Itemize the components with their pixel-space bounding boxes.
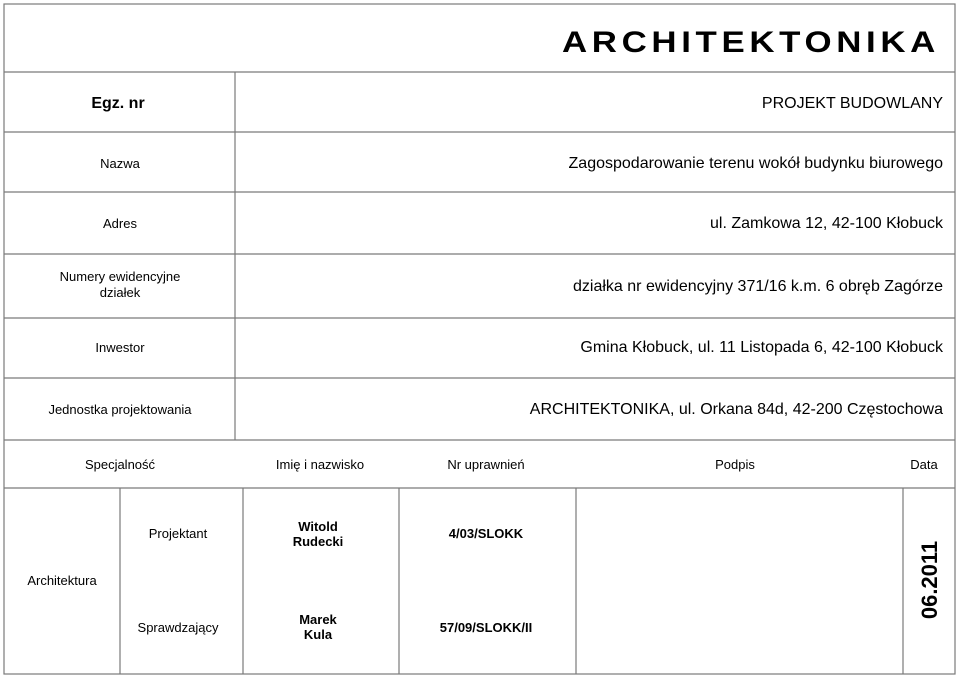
project-type: PROJEKT BUDOWLANY: [761, 95, 943, 112]
projektant-name-line1: Witold: [298, 519, 338, 534]
role-sprawdzajacy: Sprawdzający: [137, 620, 219, 635]
projektant-license: 4/03/SLOKK: [448, 526, 524, 541]
header-data: Data: [910, 457, 938, 472]
projektant-name-line2: Rudecki: [292, 534, 344, 549]
sprawdzajacy-name-line2: Kula: [303, 627, 333, 642]
sprawdzajacy-license: 57/09/SLOKK/II: [439, 620, 533, 635]
nazwa-value: Zagospodarowanie terenu wokół budynku biurowego: [568, 155, 943, 172]
role-projektant: Projektant: [148, 526, 208, 541]
numery-label-line2: działek: [99, 285, 141, 300]
sprawdzajacy-name-line1: Marek: [299, 612, 337, 627]
jednostka-label: Jednostka projektowania: [48, 402, 192, 417]
header-imie-nazwisko: Imię i nazwisko: [275, 457, 365, 472]
date-value: 06.2011: [917, 540, 942, 620]
architektonika-logo: ARCHITEKTONIKA: [562, 26, 940, 59]
egz-nr-label: Egz. nr: [91, 95, 145, 112]
header-podpis: Podpis: [715, 457, 755, 472]
header-nr-uprawnien: Nr uprawnień: [447, 457, 525, 472]
nazwa-label: Nazwa: [100, 156, 140, 171]
inwestor-label: Inwestor: [95, 340, 145, 355]
adres-label: Adres: [103, 216, 137, 231]
inwestor-value: Gmina Kłobuck, ul. 11 Listopada 6, 42-100 Kłobuck: [580, 339, 943, 356]
specialty-value: Architektura: [27, 573, 97, 588]
numery-value: działka nr ewidencyjny 371/16 k.m. 6 obręb Zagórze: [573, 278, 943, 295]
header-specjalnosc: Specjalność: [84, 457, 156, 472]
numery-label-line1: Numery ewidencyjne: [59, 269, 181, 284]
adres-value: ul. Zamkowa 12, 42-100 Kłobuck: [709, 215, 943, 232]
jednostka-value: ARCHITEKTONIKA, ul. Orkana 84d, 42-200 Częstochowa: [529, 401, 943, 418]
